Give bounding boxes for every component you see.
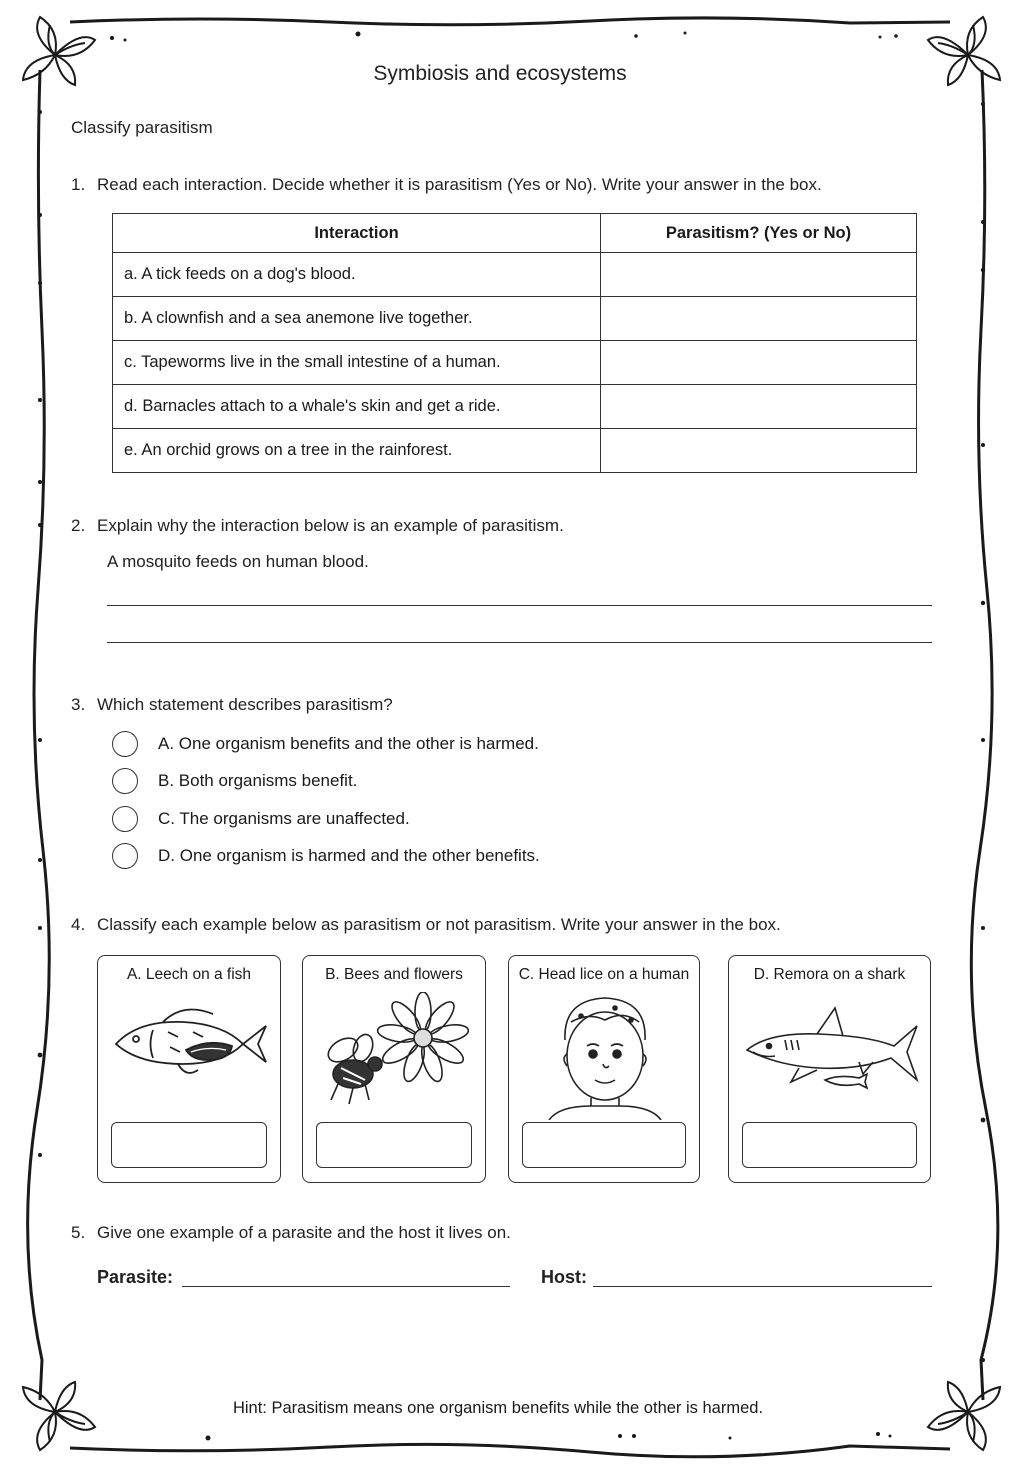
table-row xyxy=(113,429,917,473)
question-number: 1. xyxy=(71,175,86,194)
fish-with-leech-icon xyxy=(108,992,272,1120)
table-row xyxy=(113,341,917,385)
question-number: 4. xyxy=(71,915,86,934)
option-label: C. The organisms are unaffected. xyxy=(158,809,410,828)
interaction-cell: a. A tick feeds on a dog's blood. xyxy=(113,253,601,297)
option-d[interactable] xyxy=(112,843,540,869)
question-1 xyxy=(71,175,822,195)
option-a[interactable] xyxy=(112,731,539,757)
hint-text: Hint: Parasitism means one organism benefits while the other is harmed. xyxy=(232,1399,764,1417)
table-header: Interaction xyxy=(113,214,601,253)
bee-and-flower-icon xyxy=(313,992,477,1120)
question-text: Explain why the interaction below is an example of parasitism. xyxy=(97,516,564,535)
example-card-c xyxy=(508,955,700,1183)
card-label: B. Bees and flowers xyxy=(325,966,463,983)
answer-cell[interactable] xyxy=(601,385,917,429)
interaction-table xyxy=(112,213,917,473)
table-row xyxy=(113,253,917,297)
question-4 xyxy=(71,915,781,935)
question-2 xyxy=(71,516,564,536)
question-number: 2. xyxy=(71,516,86,535)
question-2-prompt: A mosquito feeds on human blood. xyxy=(107,552,369,571)
answer-box[interactable] xyxy=(742,1122,917,1168)
host-label: Host: xyxy=(541,1267,587,1287)
option-c[interactable] xyxy=(112,806,410,832)
table-header-row xyxy=(113,214,917,253)
question-text: Give one example of a parasite and the host it lives on. xyxy=(97,1223,511,1242)
example-card-d xyxy=(728,955,931,1183)
table-row xyxy=(113,297,917,341)
question-number: 5. xyxy=(71,1223,86,1242)
option-b[interactable] xyxy=(112,768,357,794)
radio-circle[interactable] xyxy=(112,843,138,869)
interaction-cell: d. Barnacles attach to a whale's skin and get a ride. xyxy=(113,385,601,429)
question-number: 3. xyxy=(71,695,86,714)
shark-with-remora-icon xyxy=(739,992,922,1120)
page-subtitle: Classify parasitism xyxy=(71,118,213,137)
card-label: D. Remora on a shark xyxy=(753,966,906,983)
answer-cell[interactable] xyxy=(601,429,917,473)
example-card-b xyxy=(302,955,486,1183)
host-answer-line[interactable] xyxy=(593,1286,932,1287)
interaction-cell: c. Tapeworms live in the small intestine of a human. xyxy=(113,341,601,385)
question-3 xyxy=(71,695,393,715)
child-with-lice-icon xyxy=(519,992,691,1120)
question-5 xyxy=(71,1223,511,1243)
radio-circle[interactable] xyxy=(112,731,138,757)
card-label: C. Head lice on a human xyxy=(518,966,690,983)
parasite-label: Parasite: xyxy=(97,1267,174,1287)
card-label: A. Leech on a fish xyxy=(126,966,252,983)
example-card-a xyxy=(97,955,281,1183)
answer-cell[interactable] xyxy=(601,253,917,297)
table-row xyxy=(113,385,917,429)
question-text: Read each interaction. Decide whether it is parasitism (Yes or No). Write your answer in the box. xyxy=(97,175,822,194)
answer-box[interactable] xyxy=(111,1122,267,1168)
option-label: A. One organism benefits and the other is harmed. xyxy=(158,734,539,753)
option-label: D. One organism is harmed and the other benefits. xyxy=(158,846,540,865)
answer-box[interactable] xyxy=(522,1122,686,1168)
answer-cell[interactable] xyxy=(601,341,917,385)
radio-circle[interactable] xyxy=(112,806,138,832)
interaction-cell: b. A clownfish and a sea anemone live together. xyxy=(113,297,601,341)
option-label: B. Both organisms benefit. xyxy=(158,771,358,790)
answer-box[interactable] xyxy=(316,1122,472,1168)
answer-line[interactable] xyxy=(107,642,932,643)
radio-circle[interactable] xyxy=(112,768,138,794)
answer-cell[interactable] xyxy=(601,297,917,341)
question-text: Which statement describes parasitism? xyxy=(97,695,393,714)
parasite-answer-line[interactable] xyxy=(182,1286,510,1287)
answer-line[interactable] xyxy=(107,605,932,606)
question-text: Classify each example below as parasitism or not parasitism. Write your answer in the box. xyxy=(97,915,781,934)
interaction-cell: e. An orchid grows on a tree in the rainforest. xyxy=(113,429,601,473)
table-header: Parasitism? (Yes or No) xyxy=(601,214,917,253)
page-title: Symbiosis and ecosystems xyxy=(373,62,627,85)
